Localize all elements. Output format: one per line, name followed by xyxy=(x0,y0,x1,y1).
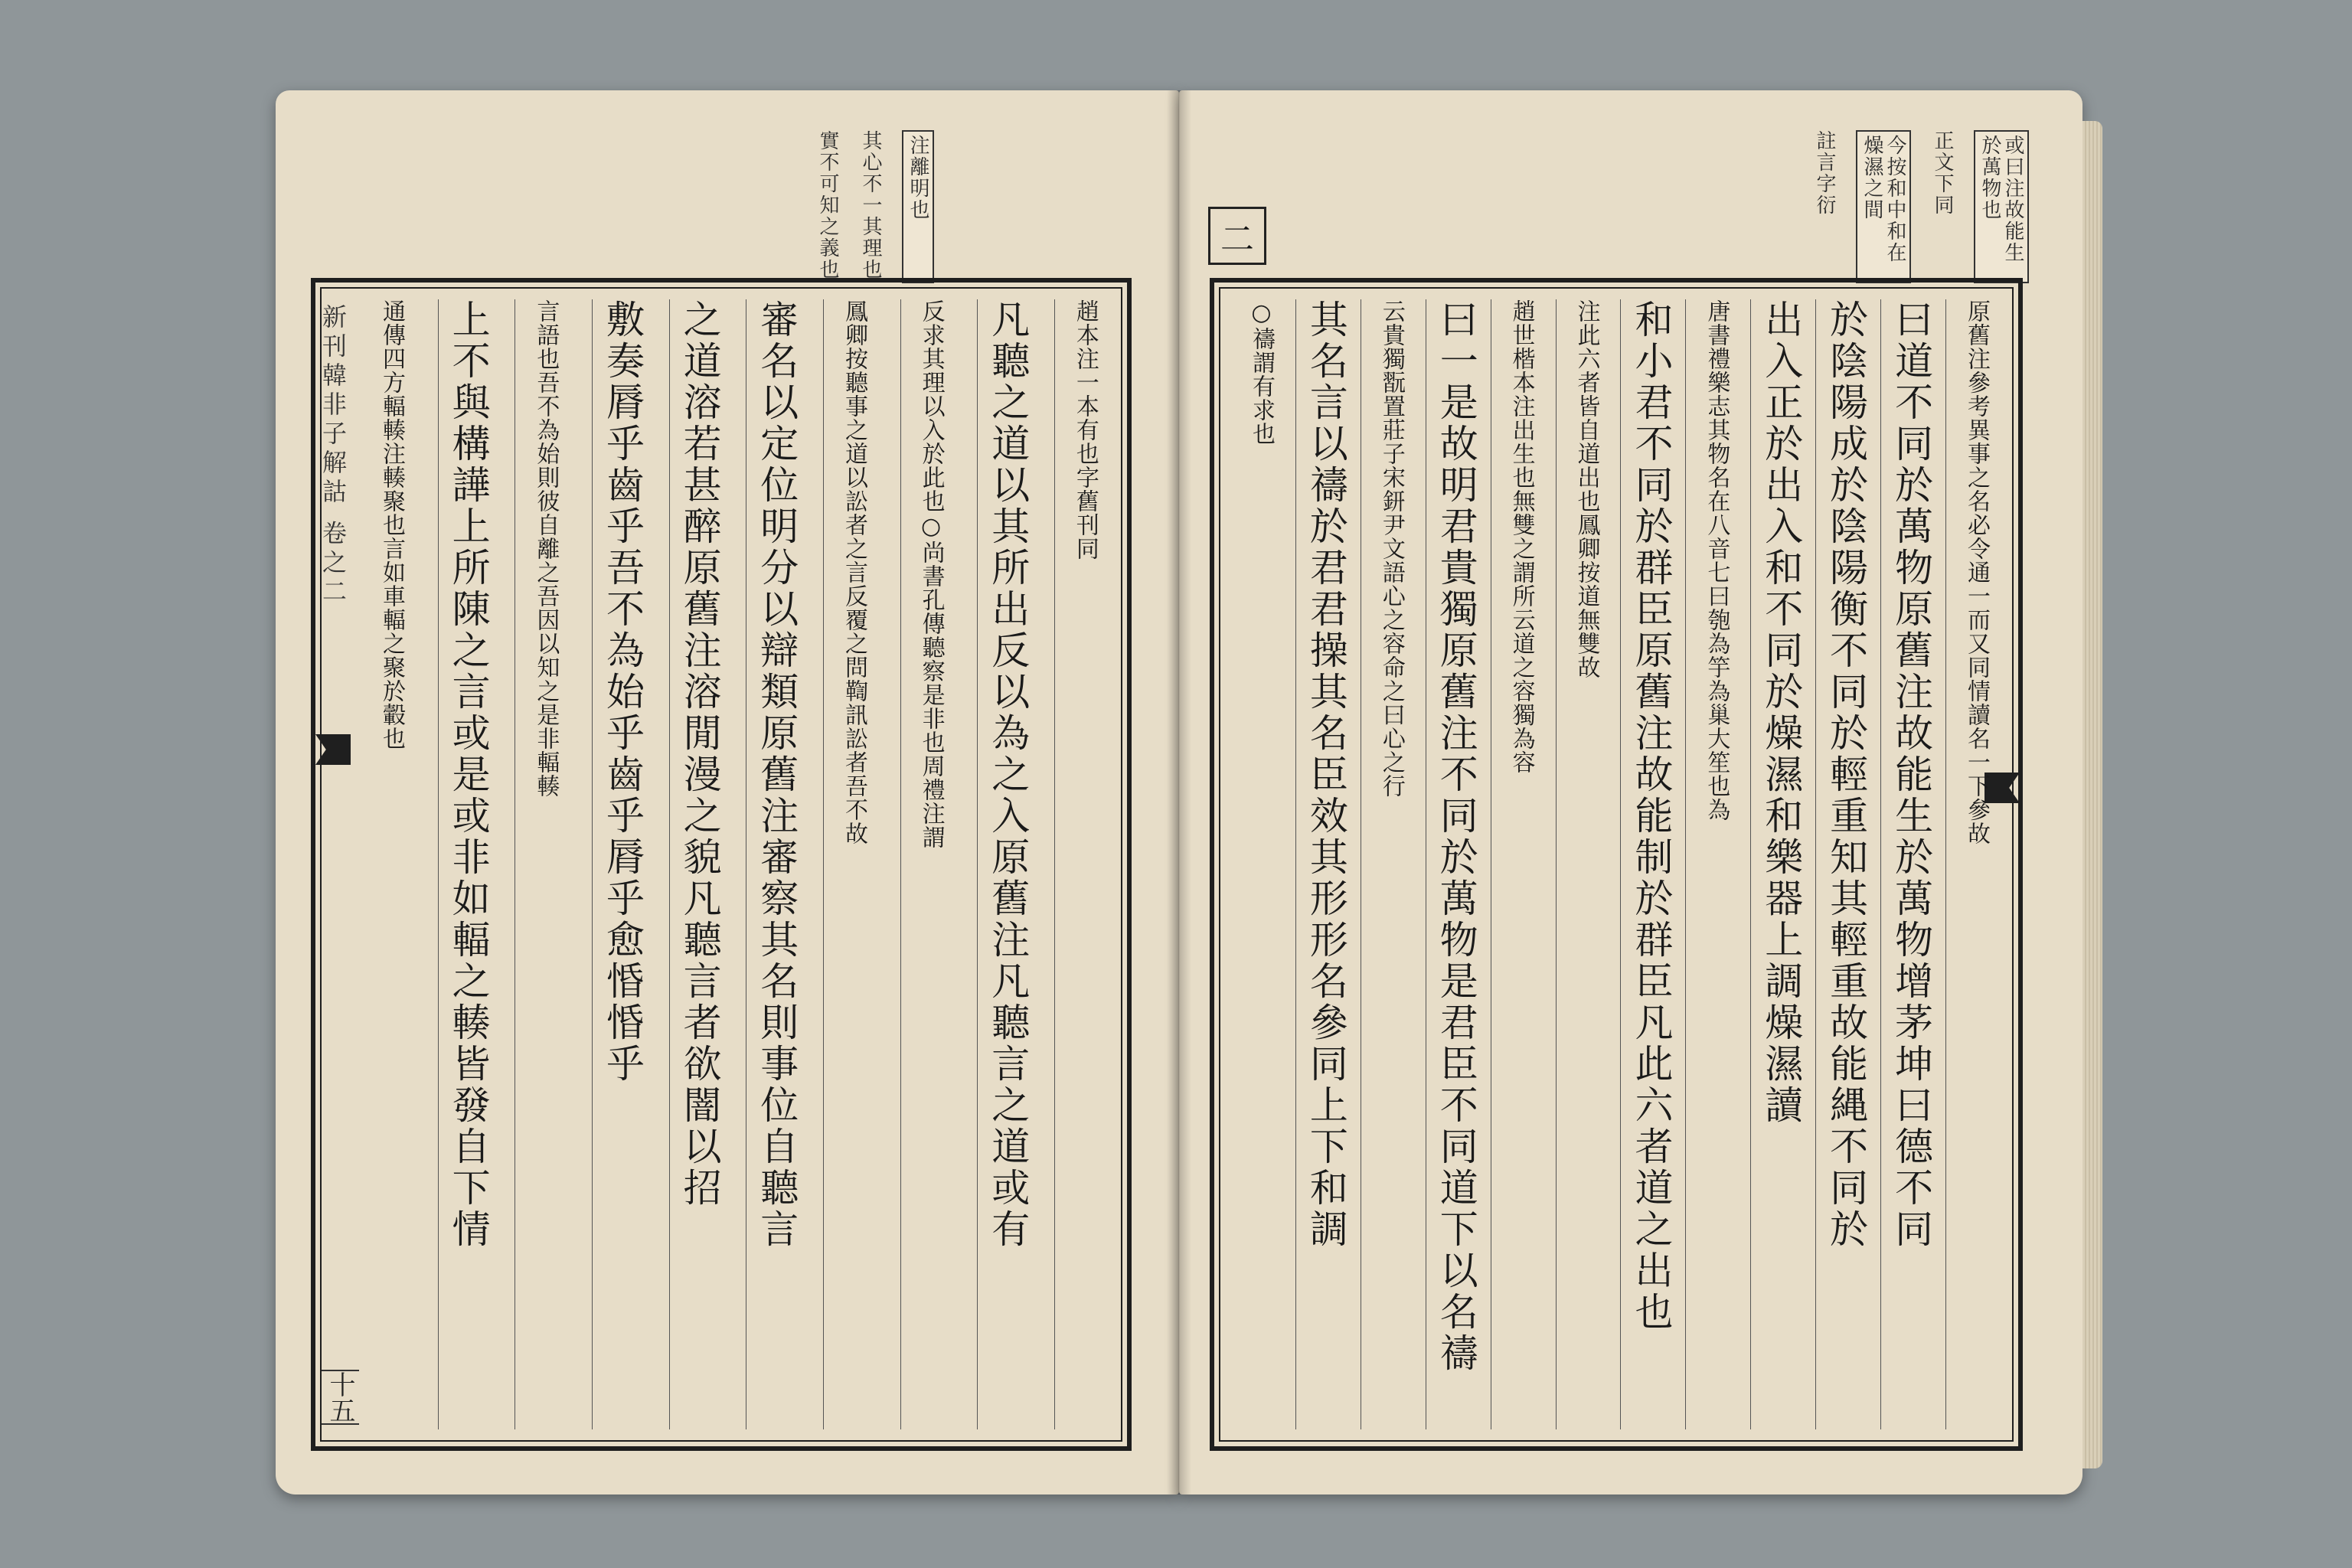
text-column: 曰一是故明君貴獨原舊注不同於萬物是君臣不同道下以名禱 xyxy=(1426,299,1481,1429)
right-page xyxy=(1179,90,2082,1494)
text-column: 上不與構譁上所陳之言或是或非如輻之輳皆發自下情 xyxy=(438,299,494,1429)
text-column: 趙世楷本注出生也無雙之謂所云道之容獨為容 xyxy=(1491,299,1547,1429)
left-top-notes xyxy=(505,130,934,283)
text-column: 注此六者皆自道出也鳳卿按道無雙故 xyxy=(1556,299,1612,1429)
text-column: 之道溶若甚醉原舊注溶閒漫之貌凡聽言者欲闇以招 xyxy=(669,299,725,1429)
text-column: 言語也吾不為始則彼自離之吾因以知之是非輻輳 xyxy=(514,299,570,1429)
top-note: 或曰注故能生於萬物也 xyxy=(1974,130,2029,283)
top-note: 注離明也 xyxy=(902,130,934,283)
text-column: 云貴獨翫置莊子宋鈃尹文語心之容命之曰心之行 xyxy=(1361,299,1416,1429)
book-gutter xyxy=(1167,90,1191,1494)
left-page xyxy=(276,90,1179,1494)
top-note: 今按和中和在燥濕之間 xyxy=(1856,130,1911,283)
text-column: 和小君不同於群臣原舊注故能制於群臣凡此六者道之出也 xyxy=(1620,299,1676,1429)
text-column: 反求其理以入於此也○尚書孔傳聽察是非也周禮注謂 xyxy=(900,299,956,1429)
top-note: 實不可知之義也 xyxy=(816,130,839,280)
top-note: 註言字衍 xyxy=(1813,130,1836,216)
page-edge xyxy=(2082,121,2102,1468)
text-column: 審名以定位明分以辯類原舊注審察其名則事位自聽言 xyxy=(746,299,802,1429)
text-column: 唐書禮樂志其物名在八音七曰匏為竽為巢大笙也為 xyxy=(1685,299,1741,1429)
text-column: ○禱謂有求也 xyxy=(1248,299,1275,446)
text-column: 原舊注參考異事之名必令通一而又同情讀名一下參故 xyxy=(1945,299,2001,1429)
right-text-columns xyxy=(1231,299,2001,1429)
open-book xyxy=(276,90,2082,1494)
top-note: 其心不一其理也 xyxy=(859,130,882,280)
top-note: 正文下同 xyxy=(1931,130,1954,216)
margin-title: 新刊韓非子解詁 卷之二 xyxy=(318,304,348,608)
text-column: 敷奏脣乎齒乎吾不為始乎齒乎脣乎愈惛惛乎 xyxy=(592,299,648,1429)
left-text-columns xyxy=(361,299,1110,1429)
chapter-mark: 二 xyxy=(1208,207,1266,265)
text-column: 於陰陽成於陰陽衡不同於輕重知其輕重故能縄不同於 xyxy=(1815,299,1871,1429)
left-text-frame xyxy=(311,278,1132,1451)
page-number: 十五 xyxy=(322,1370,359,1425)
right-text-frame xyxy=(1210,278,2023,1451)
text-column: 趙本注一本有也字舊刊同 xyxy=(1054,299,1110,1429)
text-column: 凡聽之道以其所出反以為之入原舊注凡聽言之道或有 xyxy=(977,299,1033,1429)
text-column: 鳳卿按聽事之道以訟者之言反覆之問鞫訊訟者吾不故 xyxy=(823,299,879,1429)
text-column: 出入正於出入和不同於燥濕和樂器上調燥濕讀 xyxy=(1750,299,1806,1429)
text-column: 通傳四方輻輳注輳聚也言如車輻之聚於轂也 xyxy=(378,299,405,750)
text-column: 曰道不同於萬物原舊注故能生於萬物增茅坤曰德不同 xyxy=(1880,299,1936,1429)
right-top-notes xyxy=(1233,130,2029,283)
text-column: 其名言以禱於君君操其名臣效其形形名參同上下和調 xyxy=(1295,299,1351,1429)
